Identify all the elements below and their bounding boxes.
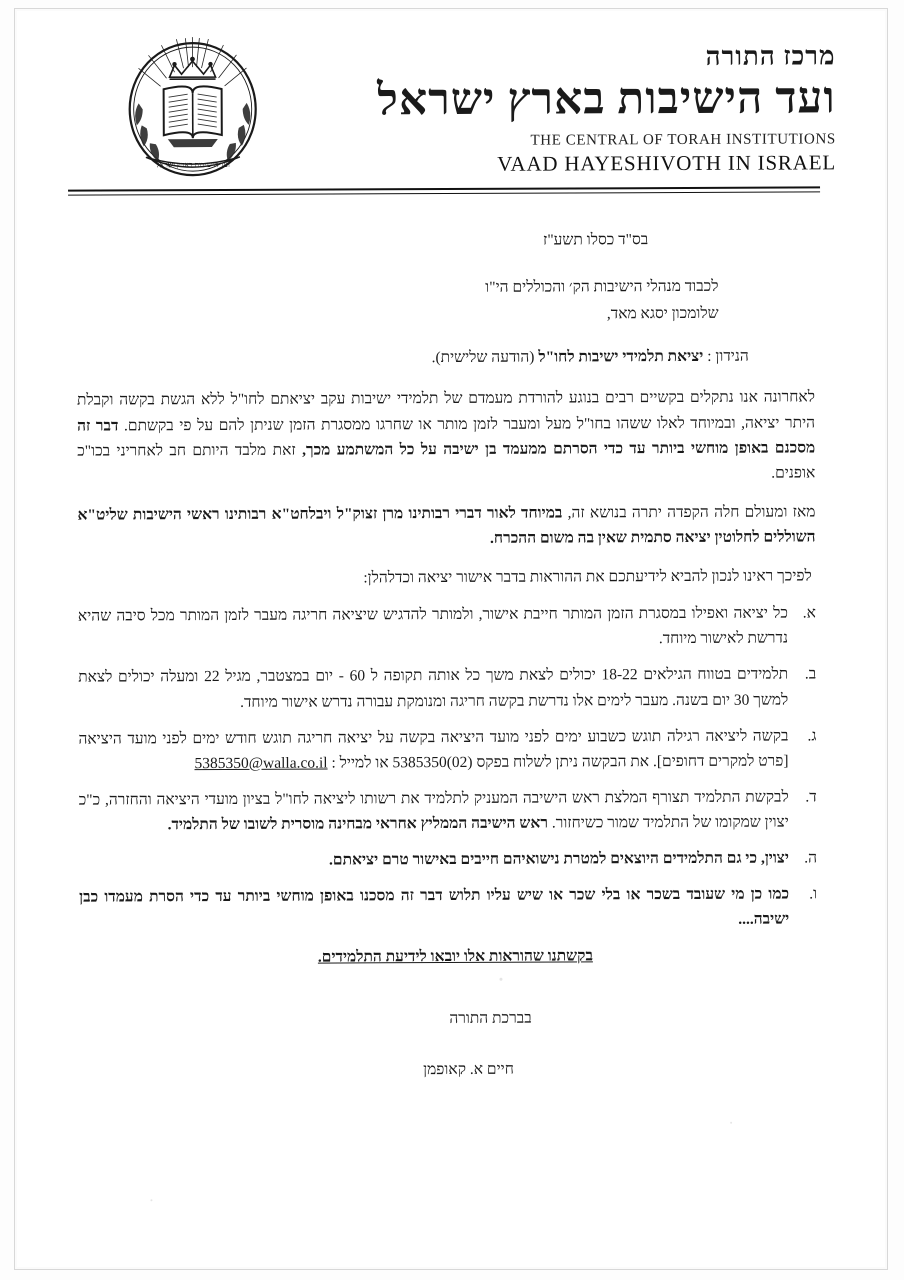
list-item-marker: א. xyxy=(802,604,816,622)
letterhead-hebrew-main: ועד הישיבות בארץ ישראל xyxy=(377,72,836,124)
paragraph-1 xyxy=(77,385,829,489)
salutation-line-2: שלומכון יסגא מאד, xyxy=(606,305,719,323)
letter-subject xyxy=(77,344,829,372)
list-item xyxy=(78,723,816,776)
list-item-text-part: בקשה ליציאה רגילה תוגש כשבוע ימים לפני מועד היציאה בקשה על יציאה חריגה תוגש חודש ימים לפני מועד היציאה [פרט למקרים דחופים]. את הבקשה ניתן לשלוח בפקס (02)5385350 או למייל : xyxy=(78,727,789,772)
letter-date: בס"ד כסלו תשע"ז xyxy=(542,231,649,249)
instructions-list xyxy=(78,601,831,935)
list-item-text: יצוין, כי גם התלמידים היוצאים למטרת נישואיהם חייבים באישור טרם יציאתם. xyxy=(328,849,790,869)
crest-caption-text: ועד הישיבות בארץ ישראל xyxy=(156,159,230,170)
instructions-intro: לפיכך ראינו לנכון להביא לידיעתכם את ההוראות בדבר אישור יציאה וכדלהלן: xyxy=(363,567,812,587)
letterhead-text xyxy=(280,30,842,178)
organization-crest-logo xyxy=(105,33,281,184)
closing-request: בקשתנו שהוראות אלו יובאו לידיעת התלמידים. xyxy=(317,947,593,966)
paragraph-1-bold: דבר זה מסכנם באופן מוחשי ביותר עד כדי הסרתם ממעמד בן ישיבה על כל המשתמע מכך, xyxy=(77,416,816,459)
paragraph-2-bold: במיוחד לאור דברי רבותינו מרן זצוק"ל ויבלחט"א רבותינו ראשי הישיבות שליט"א השוללים לחלוטין יציאה סתמית שאין בה משום ההכרח. xyxy=(77,504,816,547)
letterhead-english-top: THE CENTRAL OF TORAH INSTITUTIONS xyxy=(530,131,836,149)
list-item-marker: ג. xyxy=(807,727,817,745)
contact-email-link[interactable]: 5385350@walla.co.il xyxy=(194,754,328,772)
list-item xyxy=(79,882,817,935)
list-item-marker: ד. xyxy=(805,788,817,806)
scan-speck xyxy=(499,978,502,981)
paragraph-2-text: מאז ומעולם חלה הקפדה יתרה בנושא זה, xyxy=(567,503,816,522)
list-item-marker: ו. xyxy=(809,885,818,903)
paragraph-2 xyxy=(77,499,829,552)
letterhead-english-main: VAAD HAYESHIVOTH IN ISRAEL xyxy=(497,150,836,176)
letterhead-hebrew-top: מרכז התורה xyxy=(705,41,836,71)
list-item xyxy=(79,845,817,873)
signature-name: חיים א. קאופמן xyxy=(423,1060,514,1078)
list-item-text-bold: ראש הישיבה הממליץ אחראי מבחינה מוסרית לשובו של התלמיד. xyxy=(167,814,548,834)
letter-salutation xyxy=(76,273,828,328)
list-item-text: תלמידים בטווח הגילאים 18-22 יכולים לצאת משך כל אותה תקופה ל 60 - יום במצטבר, מגיל 22 ומעלה יכולים לצאת למשך 30 יום בשנה. מעבר לימים אלו נדרשת בקשה חריגה ומנומקת עבורה נדרש אישור מיוחד. xyxy=(78,665,789,711)
list-item-text: כל יציאה ואפילו במסגרת הזמן המותר חייבת אישור, ולמותר להדגיש שיציאה חריגה מעבר לזמן המותר מכל סיבה שהיא נדרשת לאישור מיוחד. xyxy=(77,604,789,648)
paragraph-1-tail: זאת מלבד היותם חב לאחריני בכו"כ אופנים. xyxy=(77,441,816,482)
list-item xyxy=(78,601,816,654)
list-item-text-part: לבקשת התלמיד תצורף המלצת ראש הישיבה המעניק לתלמיד את רשותו ליציאה לחו"ל בציון מועדי היציאה והחזרה, כ"כ יצוין שמקומו של התלמיד שמור כשיחזור. xyxy=(78,788,789,832)
paragraph-1-text: לאחרונה אנו נתקלים בקשיים רבים בנוגע להורדת מעמדם של תלמידי ישיבות עקב יציאתם לחו"ל ללא הגשת בקשה וקבלת היתר יציאה, ובמיוחד לאלו ששהו בחו"ל מעל ומעבר לזמן מותר או שחרגו ממסגרת הזמן שניתן להם על פי בקשתם. xyxy=(76,388,816,434)
letter-closing xyxy=(80,1004,832,1083)
subject-bold: יציאת תלמידי ישיבות לחו"ל xyxy=(538,348,704,366)
header-divider-rule xyxy=(68,186,820,195)
letter-body xyxy=(26,200,876,1083)
subject-label: הנידון : xyxy=(707,348,749,366)
sign-off: בברכת התורה xyxy=(449,1009,532,1027)
letterhead xyxy=(25,16,872,204)
list-item xyxy=(78,662,816,715)
scan-speck xyxy=(730,1122,732,1124)
list-item xyxy=(79,784,817,837)
salutation-line-1: לכבוד מנהלי הישיבות הק׳ והכוללים הי"ו xyxy=(485,277,719,296)
subject-tail: (הודעה שלישית). xyxy=(431,348,535,367)
list-item-text xyxy=(79,784,789,837)
list-item-marker: ב. xyxy=(804,665,817,683)
list-item-text xyxy=(78,723,788,776)
scan-speck xyxy=(150,1199,152,1201)
list-item-marker: ה. xyxy=(804,849,818,867)
list-item-text: כמו כן מי שעובד בשכר או בלי שכר או שיש עליו תלוש דבר זה מסכנו באופן מוחשי ביותר עד כדי הסרת מעמדו כבן ישיבה.... xyxy=(79,885,790,929)
